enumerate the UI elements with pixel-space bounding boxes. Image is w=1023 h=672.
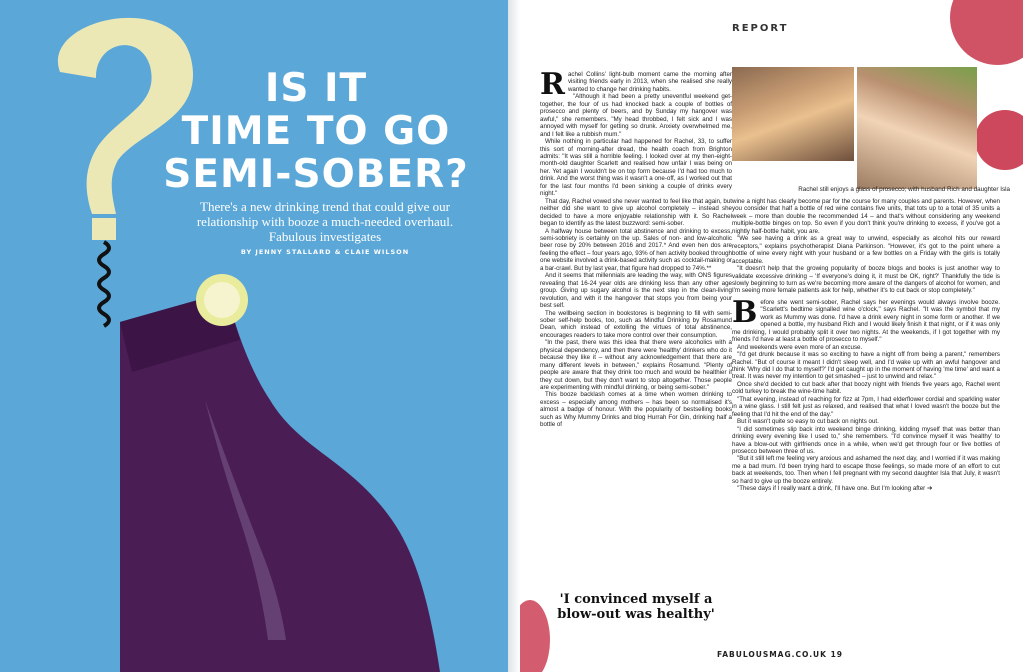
page-folio: FABULOUSMAG.CO.UK 19 [716,650,844,659]
photo-rachel-prosecco [732,67,854,161]
wine-stain [950,0,1023,65]
drop-cap: B [732,294,758,330]
section-label: REPORT [732,23,789,34]
photo-rachel-family [857,67,977,189]
paragraph: wine a night has clearly become par for the course for many couples and parents. However, when you consider that half a bottle of red wine contains five units, that tots up to a total of 35 units a week – more than double the recommended 14 – and that's without considering any weekend multiple-bottle binges on top. So even if you don't think you're drinking to excess, if you've got a nightly half-bottle habit, you are. [732,198,1000,235]
photo-caption: Rachel still enjoys a glass of prosecco; with husband Rich and daughter Isla [798,186,1010,193]
paragraph: And weekends were even more of an excuse. [737,343,863,351]
paragraph: "That evening, instead of reaching for fizz at 7pm, I had elderflower cordial and sparkling water in a wine glass. I still felt just as relaxed, and realised that what I loved wasn't the booze but the feeling that I'd hit the end of the day." [732,395,1000,418]
standfirst: There's a new drinking trend that could give our relationship with booze a much-needed overhaul. Fabulous investigates [196,199,454,244]
paragraph: The wellbeing section in bookstores is beginning to fill with semi-sober self-help books, too, such as Mindful Drinking by Rosamund Dean, which instead of extolling the virtues of total abstinence, encourages readers to take more control over their consumption. [540,309,732,339]
paragraph: "It doesn't help that the growing popularity of booze blogs and books is just another way to validate excessive drinking – 'If everyone's doing it, it must be OK, right?' Thankfully the tide is slowly beginning to turn as we're becoming more aware of the dangers of alcohol for women, and I'm seeing more female patients ask for help, whether it's to cut back or stop completely." [732,265,1000,295]
pull-quote: 'I convinced myself a blow-out was healthy' [557,592,715,622]
paragraph: "We see having a drink as a great way to unwind, especially as alcohol hits our reward receptors," explains psychotherapist Diana Parkinson. "However, it's got to the point where a bottle of wine every night with your husband or a few bottles on a Friday with the girls is totally acceptable. [732,235,1000,265]
right-page [520,0,1023,672]
corkscrew-icon [99,242,109,326]
article-column-2 [732,198,1000,493]
paragraph: "I'd get drunk because it was so exciting to have a night off from being a parent," remembers Rachel. "But of course it meant I didn't sleep well, and I'd wake up with an awful hangover and think 'Why did I do that to myself?' I'd get caught up in the moment of having 'me time' and want a treat. It was never my intention to get smashed – just to unwind and relax." [732,351,1000,381]
byline: BY JENNY STALLARD & CLAIE WILSON [240,248,410,256]
paragraph: "Although it had been a pretty uneventful weekend get-together, the four of us had knocked back a couple of bottles of prosecco and plenty of beers, and by Sunday my hangover was awful," she remembers. "My head throbbed, I felt sick and I was annoyed with myself for getting so drunk. Anxiety overwhelmed me, and I felt like a rubbish mum." [540,93,732,138]
paragraph: And it seems that millennials are leading the way, with ONS figures revealing that 16-24 year olds are drinking less than any other age group. Giving up sugary alcohol is the next step in the clean-living revolution, and with it the hangover that stops you from being your best self. [540,272,732,310]
wine-stain [975,110,1023,170]
article-column-1 [540,67,732,429]
paragraph: Rachel Collins' light-bulb moment came the morning after visiting friends early in 2013, when she realised she really wanted to change her drinking habits. [540,67,732,102]
paragraph: That day, Rachel vowed she never wanted to feel like that again, but neither did she want to give up alcohol completely – instead she decided to have a more enjoyable relationship with it. So Rachel began to identify as the latest buzzword: semi-sober. [540,197,732,228]
headline-line-3: SEMI-SOBER? [163,152,469,197]
left-page [0,0,508,672]
drop-cap: R [540,67,565,102]
paragraph: Before she went semi-sober, Rachel says her evenings would always involve booze. "Scarlett's bedtime signalled wine o'clock," says Rachel. "It was the symbol that my work as Mummy was done. I'd have a drink every night in some form or another. If we opened a bottle, my husband Rich and I would likely finish it that night, or if it was only me drinking, I would probably split it over two nights. At the weekends, if I got together with my friends I'd have at least a bottle of prosecco to myself." [732,294,1000,344]
headline-line-1: IS IT [264,66,368,111]
paragraph: "These days if I really want a drink, I'll have one. But I'm looking after ➔ [737,485,933,493]
headline-line-2: TIME TO GO [181,109,451,154]
page-gutter [508,0,520,672]
paragraph: "I did sometimes slip back into weekend binge drinking, kidding myself that was better than drinking every evening like I used to," she remembers. "I'd convince myself it was 'healthy' to have a blow-out with girlfriends once in a while, when we'd get through four or five bottles of prosecco between three of us. [732,425,1000,455]
paragraph: But it wasn't quite so easy to cut back on nights out. [737,418,879,426]
paragraph: "But it still left me feeling very anxious and ashamed the next day, and I worried if it was making me a bad mum. I'd been trying hard to escape those feelings, so made more of an effort to cut back at weekends, too. Then when I fell pregnant with my second daughter Isla that July, it wasn't so hard to give up the booze entirely. [732,455,1000,485]
paragraph: A halfway house between total abstinence and drinking to excess, semi-sobriety is certainly on the up. Sales of non- and low-alcoholic beer rose by 20% between 2016 and 2017.* And even hen dos are feeling the effect – four years ago, 93% of hen activity booked through one website involved a drink-based activity such as cocktail-making or a bar-crawl. But by last year, that figure had dropped to 74%.** [540,227,732,272]
paragraph: "In the past, there was this idea that there were alcoholics with a physical dependency, and then there were 'healthy' drinkers who do it because they like it – without any acknowledgement that there are many different levels in between," explains Rosamund. "Plenty of people are aware that they drink too much and would be healthier if they cut down, but they don't want to stop altogether. Those people are experimenting with mindful drinking, or being semi-sober." [540,339,732,392]
continue-arrow-icon: ➔ [926,485,933,493]
paragraph: While nothing in particular had happened for Rachel, 33, to suffer this sort of morning-after dread, the health coach from Brighton admits: "It was still a horrible feeling. I looked over at my then-eight-month-old daughter Scarlett and realised how unfair I was being on her. Yet again I wouldn't be on top form because I'd had too much to drink. And the worst thing was it wasn't a one-off, as I worked out that for the last four months I'd been sinking a couple of drinks every night." [540,138,732,198]
paragraph: This booze backlash comes at a time when women drinking to excess – especially among mothers – has been so normalised it's almost a badge of honour. With the popularity of bestselling books such as Why Mummy Drinks and blog Hurrah For Gin, drinking half a bottle of [540,391,732,429]
question-mark-dot [92,218,116,240]
paragraph: Once she'd decided to cut back after that boozy night with friends five years ago, Rachel went cold turkey to break the wine-time habit. [732,380,1000,396]
